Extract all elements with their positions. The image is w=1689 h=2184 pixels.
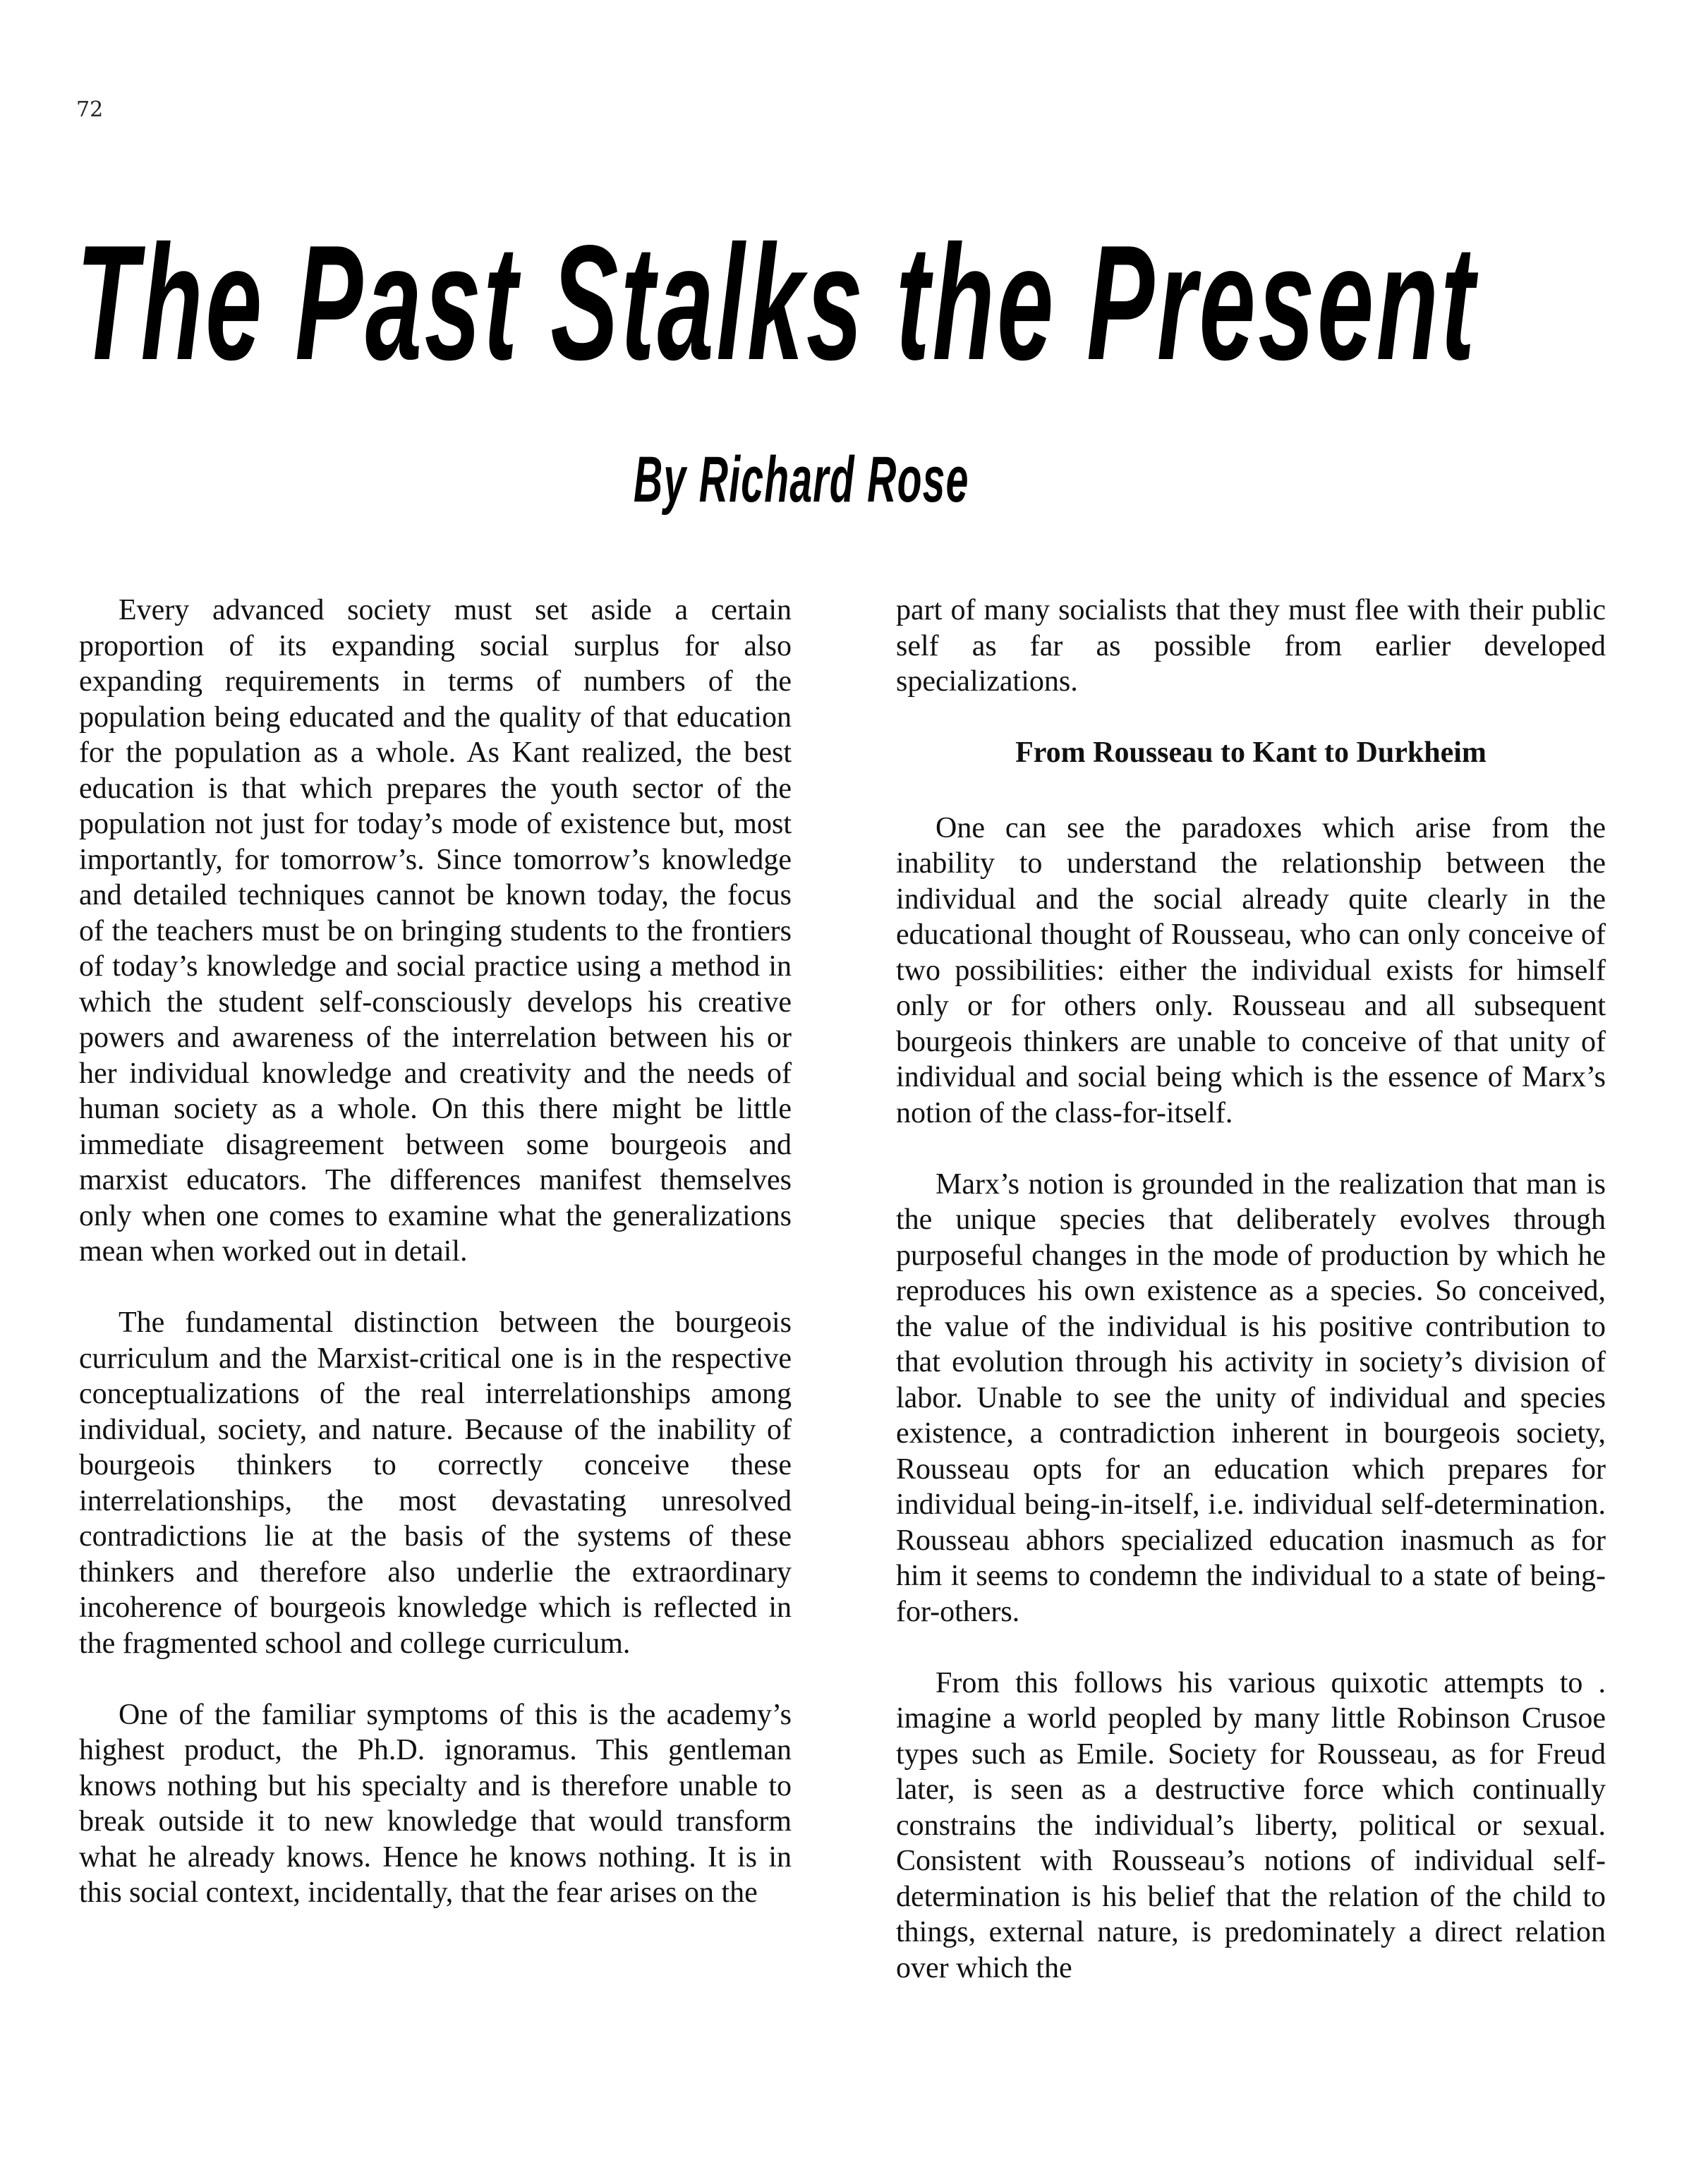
body-paragraph: The fundamental distinction between the bourgeois curriculum and the Marxist-critical one is in the respective conceptualizations of the real interrelationships among individual, society, and nature. Because of the inability of bourgeois thinkers to correctly conceive these interrelationships, the most devastating unresolved contradictions lie at the basis of the systems of these thinkers and therefore also underlie the extraordinary incoherence of bourgeois knowledge which is reflected in the fragmented school and college curriculum. bbox=[79, 1306, 792, 1660]
byline-word: By bbox=[634, 444, 687, 516]
byline-word: Richard bbox=[698, 444, 855, 516]
page-number: 72 bbox=[76, 97, 104, 122]
byline-word: Rose bbox=[867, 444, 969, 516]
title-word: the bbox=[895, 212, 1056, 394]
left-column bbox=[79, 593, 792, 1946]
body-paragraph: From this follows his various quixotic attempts to . imagine a world peopled by many little Robinson Crusoe types such as Emile. Society for Rousseau, as for Freud later, is seen as a destructive force which continually constrains the individual’s liberty, political or sexual. Consistent with Rousseau’s notions of individual self-determination is his belief that the relation of the child to things, external nature, is predominately a direct relation over which the bbox=[896, 1666, 1606, 1984]
title-word: Stalks bbox=[550, 212, 866, 394]
continued-paragraph: part of many socialists that they must flee with their public self as far as possible from earlier developed specializations. bbox=[896, 594, 1606, 698]
title-word: The bbox=[76, 212, 265, 394]
right-column bbox=[896, 593, 1606, 2022]
body-paragraph: Marx’s notion is grounded in the realization that man is the unique species that deliberately evolves through purposeful changes in the mode of production by which he reproduces his own existence as a species. So conceived, the value of the individual is his positive contribution to that evolution through his activity in society’s division of labor. Unable to see the unity of individual and species existence, a contradiction inherent in bourgeois society, Rousseau opts for an education which prepares for individual being-in-itself, i.e. individual self-determination. Rousseau abhors specialized education inasmuch as for him it seems to condemn the individual to a state of being-for-others. bbox=[896, 1167, 1606, 1628]
article-title bbox=[76, 212, 1477, 395]
title-word: Present bbox=[1086, 212, 1477, 394]
body-paragraph: One can see the paradoxes which arise from the inability to understand the relationship between the individual and the social already quite clearly in the educational thought of Rousseau, who can only conceive of two possibilities: either the individual exists for himself only or for others only. Rousseau and all subsequent bourgeois thinkers are unable to conceive of that unity of individual and social being which is the essence of Marx’s notion of the class-for-itself. bbox=[896, 811, 1606, 1129]
body-paragraph: Every advanced society must set aside a certain proportion of its expanding social surplus for also expanding requirements in terms of numbers of the population being educated and the quality of that education for the population as a whole. As Kant realized, the best education is that which prepares the youth sector of the population not just for today’s mode of existence but, most importantly, for tomorrow’s. Since tomorrow’s knowledge and detailed techniques cannot be known today, the focus of the teachers must be on bringing students to the frontiers of today’s knowledge and social practice using a method in which the student self-consciously develops his creative powers and awareness of the interrelation between his or her individual knowledge and creativity and the needs of human society as a whole. On this there might be little immediate disagreement between some bourgeois and marxist educators. The differences manifest themselves only when one comes to examine what the generalizations mean when worked out in detail. bbox=[79, 594, 792, 1268]
section-subheading: From Rousseau to Kant to Durkheim bbox=[1015, 736, 1487, 769]
article-byline bbox=[634, 441, 981, 518]
body-paragraph: One of the familiar symptoms of this is the academy’s highest product, the Ph.D. ignoramus. This gentleman knows nothing but his specialty and is therefore unable to break outside it to new knowledge that would transform what he already knows. Hence he knows nothing. It is in this social context, incidentally, that the fear arises on the bbox=[79, 1698, 792, 1909]
title-word: Past bbox=[295, 212, 521, 394]
